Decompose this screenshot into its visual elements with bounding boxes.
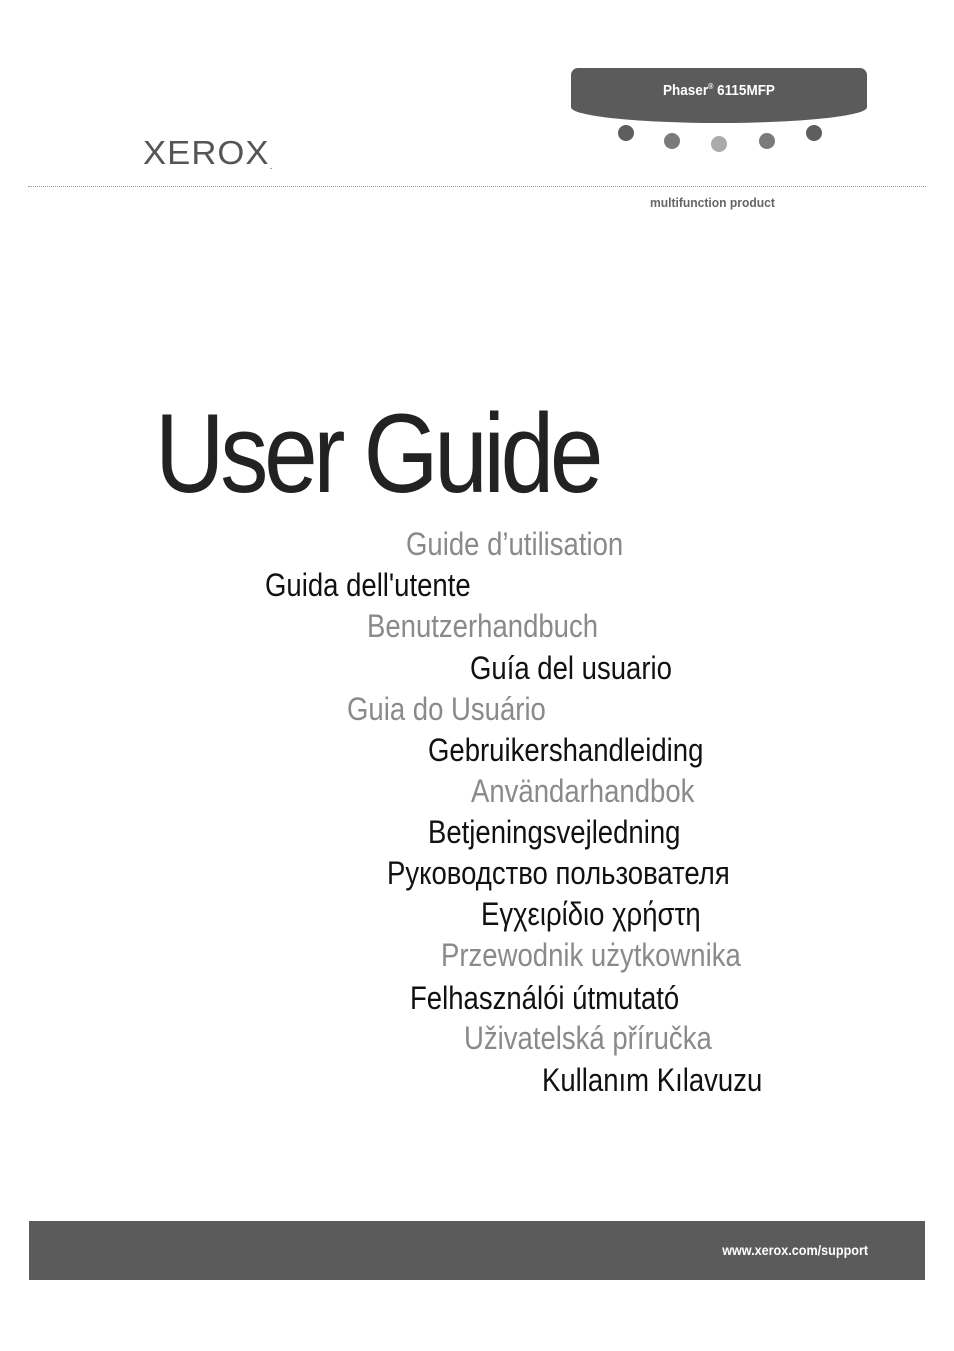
- indicator-dot-3: [711, 136, 727, 152]
- support-url: www.xerox.com/support: [722, 1242, 868, 1258]
- product-name: [586, 82, 852, 99]
- title-czech: Uživatelská příručka: [464, 1020, 712, 1056]
- title-french: Guide d’utilisation: [406, 526, 624, 562]
- indicator-dot-1: [618, 125, 634, 141]
- title-danish: Betjeningsvejledning: [428, 814, 681, 850]
- title-greek: Εγχειρίδιο χρήστη: [481, 896, 701, 932]
- registered-mark: ®: [708, 82, 714, 91]
- logo-period: .: [269, 161, 273, 172]
- title-russian: Руководство пользователя: [387, 855, 730, 891]
- title-german: Benutzerhandbuch: [367, 608, 599, 644]
- product-tab: [571, 68, 867, 123]
- dotted-divider: [28, 186, 926, 187]
- title-turkish: Kullanım Kılavuzu: [542, 1062, 763, 1098]
- page-title: User Guide: [155, 391, 600, 516]
- indicator-dot-2: [664, 133, 680, 149]
- title-polish: Przewodnik użytkownika: [441, 937, 741, 973]
- brand-name: XEROX: [143, 134, 270, 171]
- title-italian: Guida dell'utente: [265, 567, 471, 603]
- footer-bar: [29, 1221, 925, 1280]
- product-series: Phaser: [663, 82, 709, 99]
- product-subtitle: multifunction product: [650, 195, 775, 210]
- xerox-logo: [143, 134, 272, 172]
- title-portuguese: Guia do Usuário: [347, 691, 546, 727]
- title-spanish: Guía del usuario: [470, 650, 672, 686]
- title-swedish: Användarhandbok: [471, 773, 695, 809]
- indicator-dot-4: [759, 133, 775, 149]
- title-hungarian: Felhasználói útmutató: [410, 980, 680, 1016]
- product-model: 6115MFP: [717, 82, 775, 99]
- indicator-dot-5: [806, 125, 822, 141]
- title-dutch: Gebruikershandleiding: [428, 732, 704, 768]
